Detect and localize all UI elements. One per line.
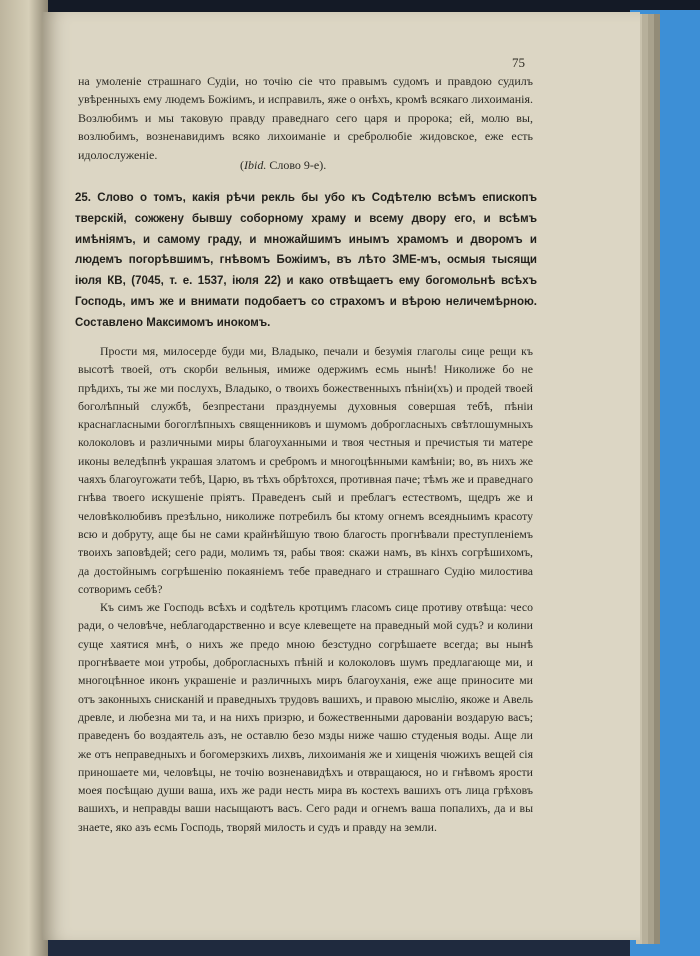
page-number: 75 [512, 55, 525, 70]
citation-source: Ibid. [244, 158, 267, 172]
section-heading: 25. Слово о томъ, какія рѣчи рекль бы убо къ Содѣтелю всѣмъ епископъ тверскій, сожжену бывшу соборному храму и всему двору его, и всѣмъ имѣніямъ, и самому граду, и множайшимъ инымъ храмомъ и дворомъ и людемъ погорѣвшимъ, гнѣвомъ Божіимъ, въ лѣто ЗМЕ-мъ, осмыя тысящи іюля КВ, (7045, т. е. 1537, іюля 22) и како отвѣщаетъ ему богомольнѣ всѣхъ Господь, имъ же и внимати подобаетъ со страхомъ и вѣрою неличемѣрною. Составлено Максимомъ инокомъ. [75, 192, 537, 329]
body-paragraph: Къ симъ же Господь всѣхъ и содѣтель кротцимъ гласомъ сице противу отвѣща: чесо ради, о человѣче, неблагодарственно и всуе клевещете на праведный мой судъ? и колини суще хаятися мнѣ, о нихъ же предо мною безстудно согрѣшаете всегда; вы нынѣ прогнѣваете мои утробы, доброгласныхъ пѣній и колоколовъ шумъ предлагающе ми, и многоцѣнное иконъ украшеніе и различныхъ миръ благоуханія, еже аще приносите ми отъ законныхъ снисканій и праведныхъ трудовъ вашихъ, и правою мыслію, якоже и Авель древле, и любезна ми та, и на нихъ призрю, и божественными дарованіи воздарую васъ; праведенъ бо воздаятель азъ, не оставлю безо мзды ниже чашю студеныя воды. Аще ли же отъ неправедныхъ и богомерзкихъ лихвъ, лихоиманія же и хищенія чюжихъ вещей сія приношаете ми, человѣцы, не точію возненавидѣхъ и отвращаюся, но и гнѣвомъ ярости моея посѣщаю души ваша, ихъ же ради несть мира въ костехъ вашихъ отъ лица грѣховъ вашихъ, и неправды ваши насыщаютъ васъ. Сего ради и огнемъ ваша попалихъ, да и вы знаете, яко азъ есмь Господь, творяй милость и судъ и правду на земли. [78, 600, 533, 834]
citation-text: Слово 9-е). [266, 158, 327, 172]
citation: (Ibid. Слово 9-е). [240, 158, 327, 172]
body-text [78, 342, 533, 836]
body-paragraph: Прости мя, милосерде буди ми, Владыко, печали и безумія глаголы сице рещи къ высотѣ твоей, отъ скорби вельныя, имиже одержимъ есмь нынѣ! Николиже бо не прѣдихъ, ты же ми послухъ, Владыко, о твоихъ божественныхъ пѣніи(хъ) и продей твоей боголѣпный службѣ, безпрестани празднуемы духовныя совершая тебѣ, пѣніи краснагласными богоглѣпныхъ священниковъ и шумомъ доброгласныхъ свѣтлошумныхъ колоколовъ и различными миры благоуханными и твоя честныя и пречистыя ти матере иконы веледѣпнѣ украшая златомъ и сребромъ и многоцѣнными камѣніи; во, въ нихъ же чаяхъ благоугожати тебѣ, Царю, въ тѣхъ обрѣтохся, противная паче; тѣмъ же и праведнаго гнѣва твоего искушеніе пріятъ. Праведенъ сый и преблагъ естествомъ, щедръ же и человѣколюбивъ презѣльно, николиже потребилъ бы ктому огнемъ всеядныимъ красоту всю и добруту, аще бы не сами крайнѣйшую твою благость прогнѣвали преступленіемъ твоихъ заповѣдей; сего ради, молимъ тя, рабы твоя: скажи намъ, въ кінхъ согрѣшихомъ, да достойнымъ согрѣшенію покаяніемъ тебе праведнаго и страшнаго Судію милостива сотворимъ себѣ? [78, 344, 533, 596]
intro-paragraph: на умоленіе страшнаго Судіи, но точію сіе что правымъ судомъ и правдою судилъ увѣренныхъ ему людемъ Божіимъ, и исправилъ, яже о онѣхъ, кромѣ всякаго лихоиманія. Возлюбимъ и мы таковую правду праведнаго сего царя и пророка; ей, молю вы, возлюбимъ, возненавидимъ всяко лихоиманіе и сребролюбіе жидовское, еже есть идолослуженіе. [78, 74, 533, 162]
left-facing-page [0, 0, 48, 956]
